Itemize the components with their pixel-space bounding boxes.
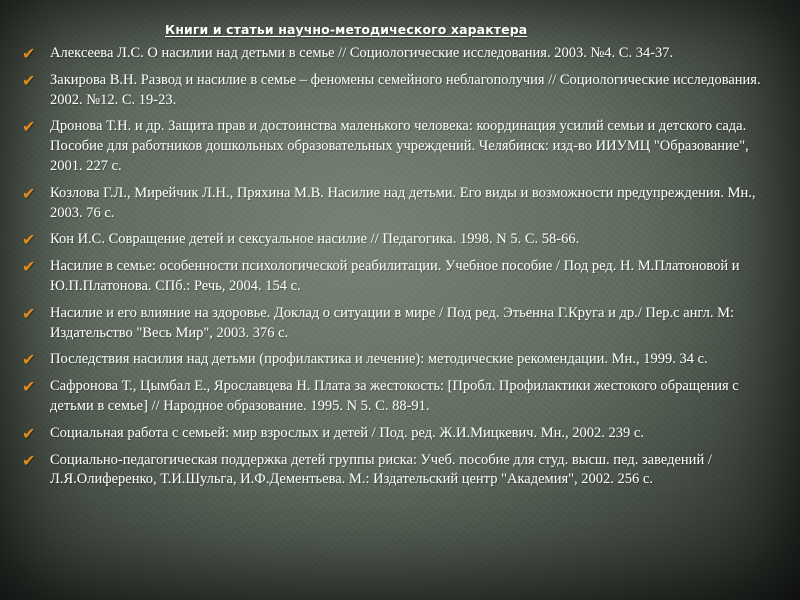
checkmark-icon: ✔ — [22, 70, 36, 90]
slide-heading: Книги и статьи научно-методического характера — [165, 22, 528, 37]
checkmark-icon: ✔ — [22, 377, 36, 397]
reference-text: Козлова Г.Л., Мирейчик Л.Н., Пряхина М.В. Насилие над детьми. Его виды и возможности предупреждения. Мн., 2003. 76 с. — [50, 184, 756, 221]
checkmark-icon: ✔ — [22, 423, 36, 443]
reference-text: Последствия насилия над детьми (профилактика и лечение): методические рекомендации. Мн., 1999. 34 с. — [50, 351, 708, 368]
reference-item — [22, 230, 774, 250]
reference-item — [22, 377, 774, 417]
reference-text: Насилие в семье: особенности психологической реабилитации. Учебное пособие / Под ред. Н. М.Платоновой и Ю.П.Платонова. СПб.: Речь, 2004. 154 с. — [50, 258, 740, 294]
reference-text: Закирова В.Н. Развод и насилие в семье – феномены семейного неблагополучия // Социологические исследования. 2002. №12. С. 19-23. — [50, 71, 761, 108]
checkmark-icon: ✔ — [22, 350, 36, 370]
reference-text: Дронова Т.Н. и др. Защита прав и достоинства маленького человека: координация усилий семьи и детского сада. Пособие для работников дошкольных образовательных учреждений. Челябинск: изд-во ИИУМЦ "Образование", 2001. 227 с. — [50, 118, 749, 174]
checkmark-icon: ✔ — [22, 257, 36, 277]
reference-text: Сафронова Т., Цымбал Е., Ярославцева Н. Плата за жестокость: [Пробл. Профилактики жестокого обращения с детьми в семье] // Народное образование. 1995. N 5. С. 88-91. — [50, 378, 739, 414]
reference-text: Насилие и его влияние на здоровье. Доклад о ситуации в мире / Под ред. Этьенна Г.Круга и др./ Пер.с англ. М: Издательство "Весь Мир", 2003. 376 с. — [50, 304, 735, 341]
reference-item — [22, 350, 774, 370]
reference-text: Кон И.С. Совращение детей и сексуальное насилие // Педагогика. 1998. N 5. С. 58-66. — [50, 231, 580, 248]
reference-item — [22, 44, 774, 64]
reference-item — [22, 117, 774, 176]
checkmark-icon: ✔ — [22, 183, 36, 203]
reference-text: Алексеева Л.С. О насилии над детьми в семье // Социологические исследования. 2003. №4. С. 34-37. — [50, 45, 674, 61]
reference-text: Социальная работа с семьей: мир взрослых и детей / Под. ред. Ж.И.Мицкевич. Мн., 2002. 239 с. — [50, 424, 644, 441]
checkmark-icon: ✔ — [22, 44, 36, 63]
reference-item — [22, 71, 774, 111]
reference-item — [22, 451, 774, 491]
checkmark-icon: ✔ — [22, 117, 36, 137]
checkmark-icon: ✔ — [22, 450, 36, 470]
reference-item — [22, 257, 774, 297]
reference-item — [22, 304, 774, 344]
reference-text: Социально-педагогическая поддержка детей группы риска: Учеб. пособие для студ. высш. пед. заведений / Л.Я.Олиференко, Т.И.Шульга, И.Ф.Дементьева. М.: Издательский центр "Академия", 2002. 256 с. — [50, 451, 712, 488]
checkmark-icon: ✔ — [22, 230, 36, 250]
reference-list — [22, 44, 774, 497]
reference-item — [22, 424, 774, 444]
reference-item — [22, 184, 774, 224]
checkmark-icon: ✔ — [22, 303, 36, 323]
